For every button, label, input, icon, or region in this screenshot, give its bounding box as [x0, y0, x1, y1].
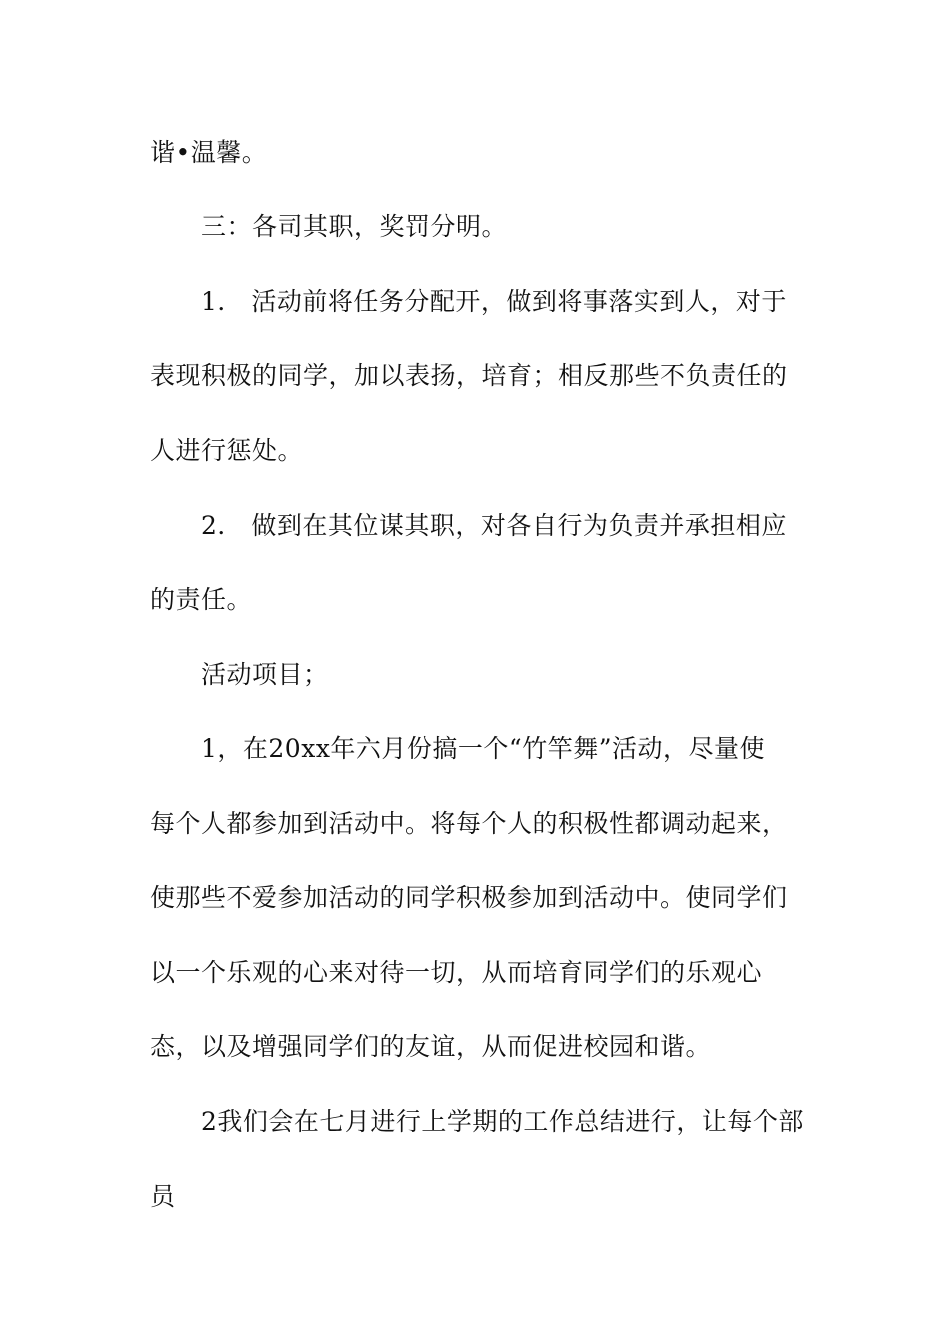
paragraph-line: 2． 做到在其位谋其职，对各自行为负责并承担相应 [201, 511, 787, 540]
paragraph-line: 的责任。 [150, 585, 253, 614]
paragraph-line: 1，在20xx年六月份搞一个“竹竿舞”活动，尽量使 [201, 734, 765, 763]
paragraph-line: 表现积极的同学，加以表扬，培育；相反那些不负责任的 [150, 361, 788, 390]
paragraph-line: 谐•温馨。 [150, 138, 268, 167]
section-heading: 活动项目； [201, 660, 329, 689]
paragraph-line: 每个人都参加到活动中。将每个人的积极性都调动起来， [150, 809, 788, 838]
paragraph-line: 人进行惩处。 [150, 436, 304, 465]
paragraph-line: 态，以及增强同学们的友谊，从而促进校园和谐。 [150, 1032, 712, 1061]
paragraph-line: 员 [150, 1182, 176, 1211]
paragraph-line: 以一个乐观的心来对待一切，从而培育同学们的乐观心 [150, 958, 763, 987]
paragraph-line: 2我们会在七月进行上学期的工作总结进行，让每个部 [201, 1107, 804, 1136]
paragraph-line: 1． 活动前将任务分配开，做到将事落实到人，对于 [201, 287, 787, 316]
section-heading: 三：各司其职，奖罚分明。 [201, 212, 508, 241]
paragraph-line: 使那些不爱参加活动的同学积极参加到活动中。使同学们 [150, 883, 788, 912]
